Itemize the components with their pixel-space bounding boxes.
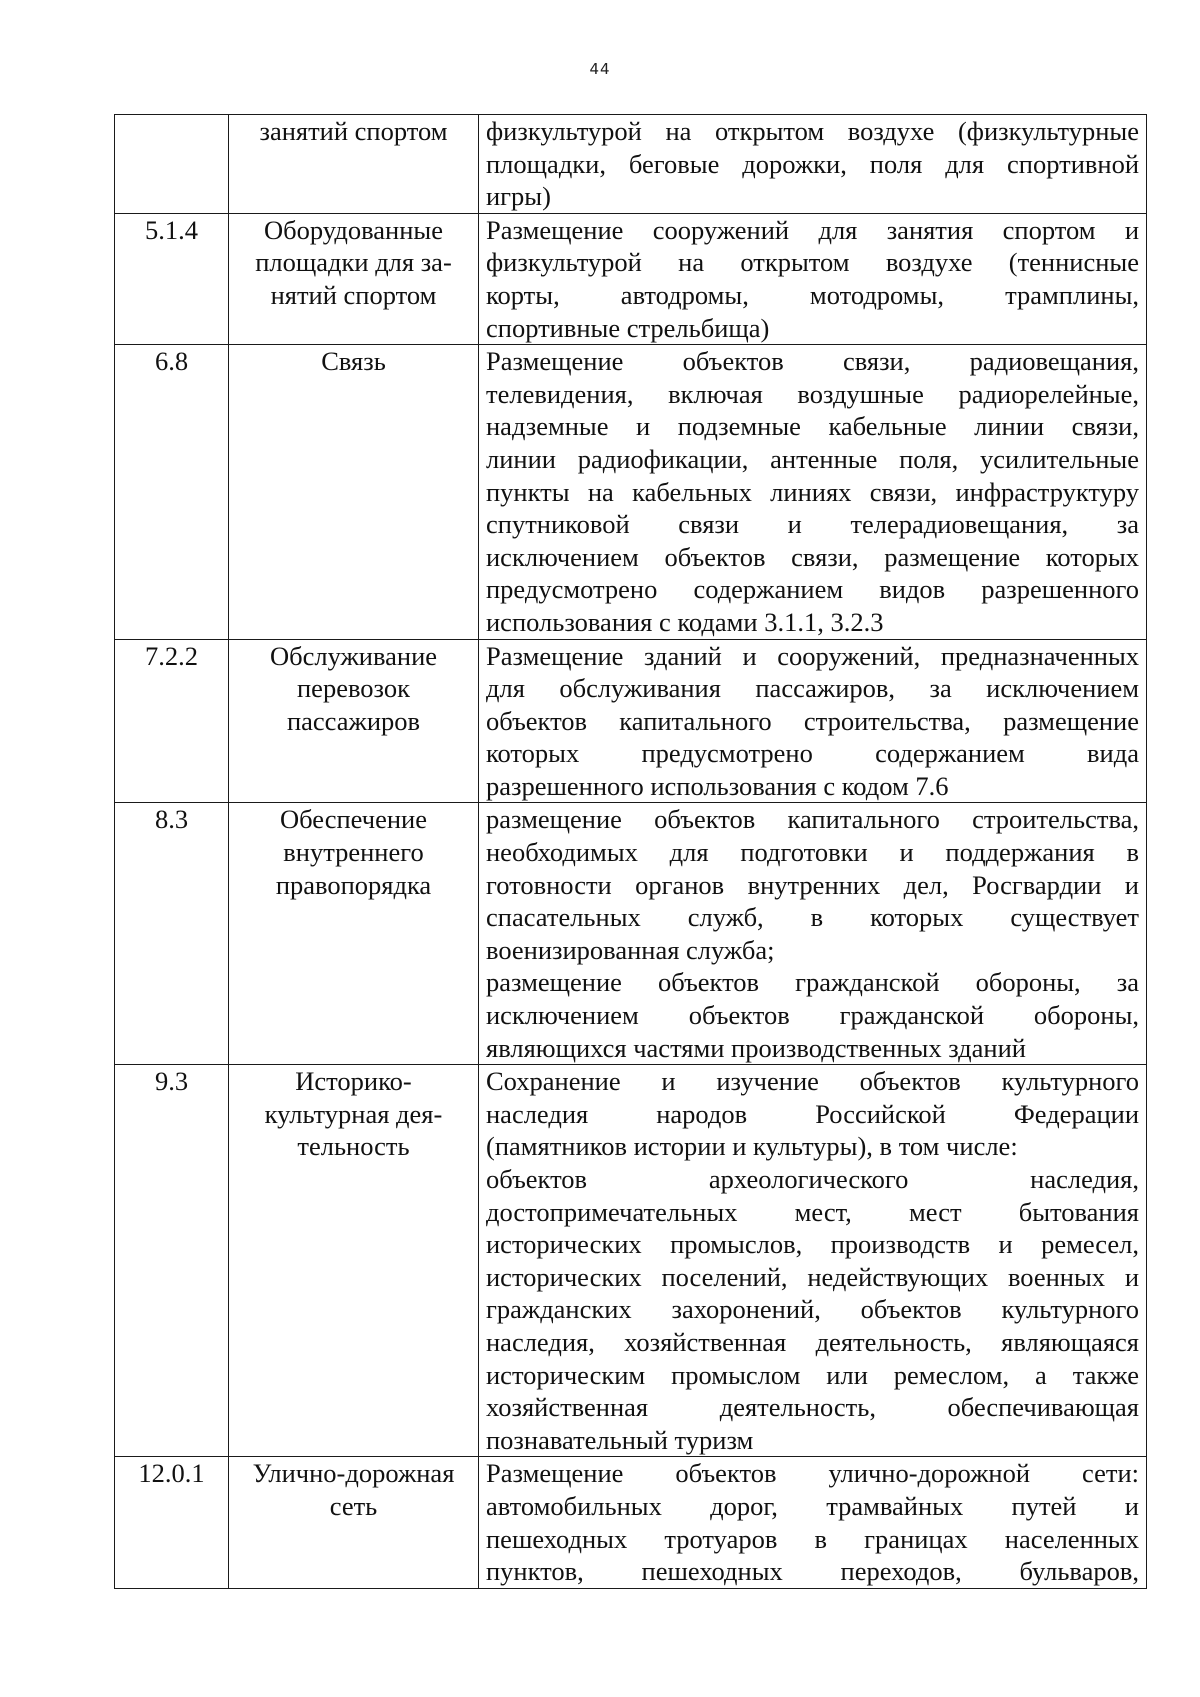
description-line: автомобильных дорог, трамвайных путей и [486,1490,1139,1521]
table-row [115,213,1147,344]
row-name [229,639,479,803]
row-name [229,345,479,639]
description-line: для обслуживания пассажиров, за исключением [486,673,1139,704]
name-line: Обеспечение [280,804,427,835]
description-line: исключением объектов связи, размещение которых [486,541,1139,572]
table-row [115,639,1147,803]
description-line: (памятников истории и культуры), в том числе: [486,1131,1018,1162]
name-line: площадки для за- [255,247,452,278]
table-row [115,1457,1147,1588]
row-name [229,803,479,1065]
description-line: исключением объектов гражданской обороны, [486,1000,1139,1031]
description-line: познавательный туризм [486,1424,754,1455]
name-line: занятий спортом [259,116,448,146]
description-line: гражданских захоронений, объектов культурного [486,1294,1139,1325]
row-code: 12.0.1 [115,1457,229,1588]
description-line: исторических поселений, недействующих военных и [486,1261,1139,1292]
name-line: Улично-дорожная [252,1458,455,1489]
name-line: нятий спортом [270,279,437,310]
row-description [479,639,1147,803]
description-line: Размещение объектов связи, радиовещания, [486,346,1139,377]
description-line: спортивные стрельбища) [486,312,770,343]
description-line: линии радиофикации, антенные поля, усилительные [486,443,1139,474]
description-line: спутниковой связи и телерадиовещания, за [486,509,1139,540]
description-line: исторических промыслов, производств и ремесел, [486,1229,1139,1260]
description-line: наследия, хозяйственная деятельность, являющаяся [486,1326,1139,1357]
description-line: разрешенного использования с кодом 7.6 [486,770,949,801]
table-body [115,115,1147,1589]
description-line: размещение объектов гражданской обороны, за [486,967,1139,998]
row-description [479,803,1147,1065]
row-code: 6.8 [115,345,229,639]
description-line: историческим промыслом или ремеслом, а также [486,1359,1139,1390]
description-line: размещение объектов капитального строительства, [486,804,1139,835]
name-line: перевозок [297,673,410,704]
name-line: тельность [297,1131,410,1162]
description-line: объектов археологического наследия, [486,1164,1139,1194]
description-line: использования с кодами 3.1.1, 3.2.3 [486,606,884,637]
description-line: пешеходных тротуаров в границах населенных [486,1523,1139,1554]
description-line: пункты на кабельных линиях связи, инфраструктуру [486,476,1139,507]
description-line: достопримечательных мест, мест бытования [486,1196,1139,1227]
row-description [479,1457,1147,1588]
row-description [479,345,1147,639]
row-code: 5.1.4 [115,213,229,344]
row-description [479,115,1147,214]
description-line: военизированная служба; [486,934,775,965]
description-line: Размещение объектов улично-дорожной сети: [486,1458,1139,1489]
description-line: игры) [486,181,551,212]
name-line: сеть [329,1490,378,1521]
table-row [115,345,1147,639]
row-description [479,1065,1147,1457]
description-line: пунктов, пешеходных переходов, бульваров, [486,1556,1139,1587]
description-line: наследия народов Российской Федерации [486,1098,1139,1129]
name-line: Историко- [295,1066,412,1097]
name-line: правопорядка [275,869,432,900]
description-line: хозяйственная деятельность, обеспечивающая [486,1392,1139,1423]
description-line: спасательных служб, в которых существует [486,902,1139,933]
description-line: необходимых для подготовки и поддержания в [486,837,1139,868]
name-line: внутреннего [283,837,424,868]
row-code: 9.3 [115,1065,229,1457]
description-line: корты, автодромы, мотодромы, трамплины, [486,279,1139,310]
row-code: 7.2.2 [115,639,229,803]
description-line: надземные и подземные кабельные линии связи, [486,411,1139,442]
description-line: предусмотрено содержанием видов разрешенного [486,574,1139,605]
description-line: физкультурой на открытом воздухе (физкультурные [486,116,1139,146]
name-line: пассажиров [286,705,421,736]
name-line: Связь [321,346,386,377]
row-description [479,213,1147,344]
name-line: Оборудованные [264,214,443,245]
row-name [229,1065,479,1457]
row-name [229,1457,479,1588]
row-code: 8.3 [115,803,229,1065]
table-row [115,115,1147,214]
description-line: физкультурой на открытом воздухе (теннисные [486,247,1139,278]
description-line: площадки, беговые дорожки, поля для спортивной [486,148,1139,179]
description-line: которых предусмотрено содержанием вида [486,738,1139,769]
description-line: Размещение зданий и сооружений, предназначенных [486,640,1139,671]
name-line: культурная дея- [264,1098,443,1129]
description-line: Сохранение и изучение объектов культурного [486,1066,1139,1097]
land-use-table [114,114,1147,1589]
name-line: Обслуживание [269,640,438,671]
row-code [115,115,229,214]
description-line: телевидения, включая воздушные радиорелейные, [486,378,1139,409]
page-number: 44 [589,60,611,78]
description-line: являющихся частями производственных зданий [486,1032,1026,1063]
table-row [115,1065,1147,1457]
row-name [229,213,479,344]
description-line: готовности органов внутренних дел, Росгвардии и [486,869,1139,900]
description-line: объектов капитального строительства, размещение [486,705,1139,736]
description-line: Размещение сооружений для занятия спортом и [486,214,1139,245]
table-row [115,803,1147,1065]
row-name [229,115,479,214]
